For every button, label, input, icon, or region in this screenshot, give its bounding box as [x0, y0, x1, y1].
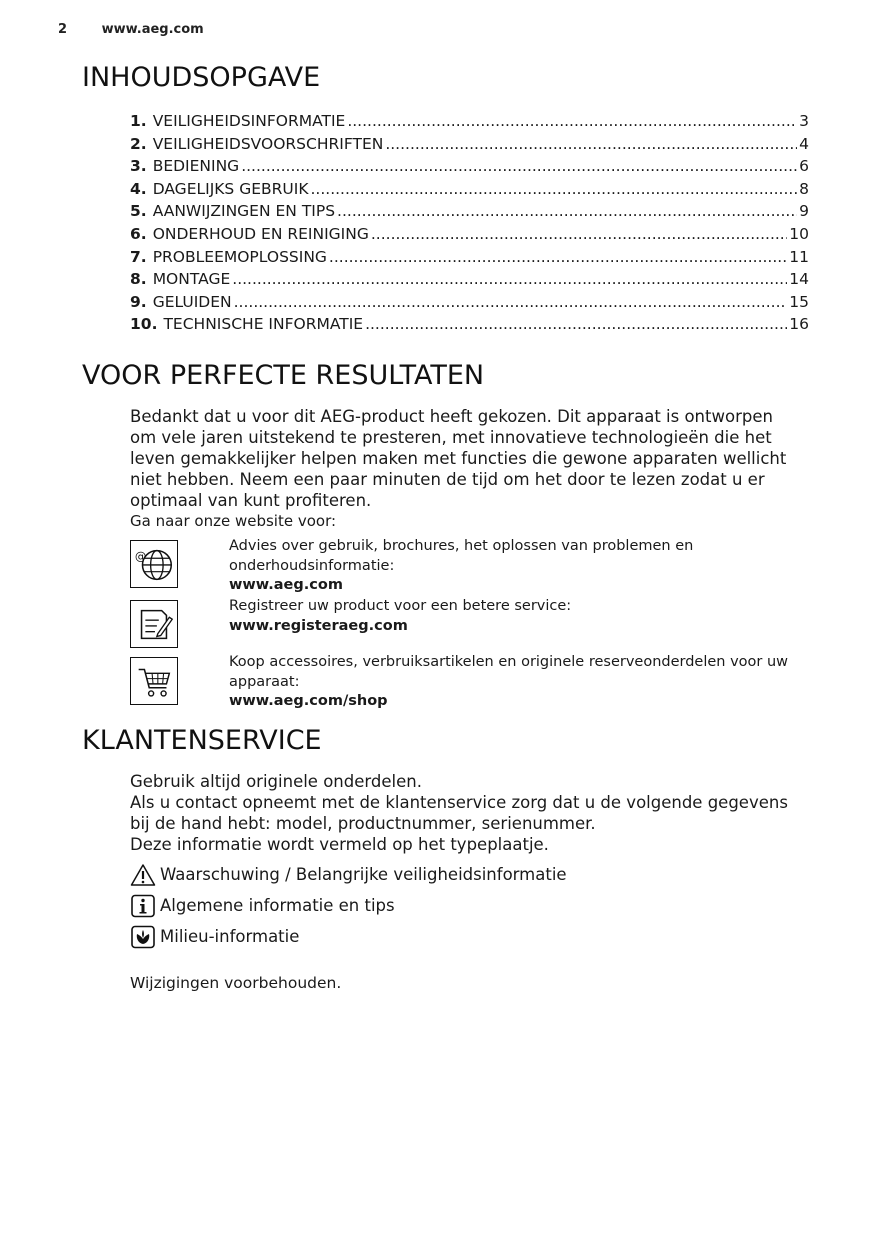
- legend-item: [130, 921, 567, 952]
- warning-triangle-icon: [130, 863, 156, 887]
- footer-note: Wijzigingen voorbehouden.: [130, 974, 342, 992]
- toc-item[interactable]: 8. MONTAGE ..... 14: [130, 268, 809, 291]
- page-header: [58, 22, 204, 37]
- toc-item[interactable]: 9. GELUIDEN ..... 15: [130, 291, 809, 314]
- intro-line: optimaal van kunt profiteren.: [130, 491, 372, 510]
- header-url[interactable]: www.aeg.com: [101, 22, 204, 37]
- service-text: [130, 771, 820, 855]
- website-intro: Ga naar onze website voor:: [130, 512, 337, 530]
- link-description: Advies over gebruik, brochures, het oplossen van problemen en onderhoudsinformatie: www.aeg.com: [229, 537, 809, 596]
- legend-label: Milieu-informatie: [160, 926, 300, 946]
- results-heading: VOOR PERFECTE RESULTATEN: [82, 360, 485, 391]
- link-registeraeg[interactable]: www.registeraeg.com: [229, 617, 408, 634]
- service-line: Deze informatie wordt vermeld op het typeplaatje.: [130, 835, 549, 854]
- legend-item: [130, 890, 567, 921]
- table-of-contents: [130, 110, 809, 336]
- link-description: Registreer uw product voor een betere service: www.registeraeg.com: [229, 597, 809, 636]
- link-aeg-shop[interactable]: www.aeg.com/shop: [229, 693, 388, 709]
- toc-item[interactable]: 5. AANWIJZINGEN EN TIPS ..... 9: [130, 200, 809, 223]
- intro-line: niet hebben. Neem een paar minuten de tijd om het door te lezen zodat u er: [130, 470, 765, 489]
- results-intro: [130, 406, 820, 532]
- link-aeg[interactable]: www.aeg.com: [229, 577, 343, 593]
- legend-item: [130, 859, 567, 890]
- link-description: Koop accessoires, verbruiksartikelen en originele reserveonderdelen voor uw apparaat: www.aeg.com/shop: [229, 653, 809, 712]
- legend-label: Algemene informatie en tips: [160, 895, 395, 915]
- symbol-legend: [130, 859, 567, 952]
- toc-heading: INHOUDSOPGAVE: [82, 62, 321, 93]
- toc-item[interactable]: 7. PROBLEEMOPLOSSING ..... 11: [130, 246, 809, 269]
- intro-line: leven gemakkelijker helpen maken met functies die gewone apparaten wellicht: [130, 449, 787, 468]
- environment-leaf-icon: [130, 925, 156, 949]
- toc-item[interactable]: 6. ONDERHOUD EN REINIGING ..... 10: [130, 223, 809, 246]
- notepad-pen-icon: [130, 600, 178, 648]
- service-heading: KLANTENSERVICE: [82, 725, 322, 756]
- intro-line: Bedankt dat u voor dit AEG-product heeft gekozen. Dit apparaat is ontworpen: [130, 407, 773, 426]
- svg-text:@: @: [134, 549, 147, 564]
- toc-item[interactable]: 4. DAGELIJKS GEBRUIK ..... 8: [130, 178, 809, 201]
- service-line: Gebruik altijd originele onderdelen.: [130, 772, 422, 791]
- shopping-cart-icon: [130, 657, 178, 705]
- toc-item[interactable]: 10. TECHNISCHE INFORMATIE ..... 16: [130, 313, 809, 336]
- toc-item[interactable]: 2. VEILIGHEIDSVOORSCHRIFTEN ..... 4: [130, 133, 809, 156]
- intro-line: om vele jaren uitstekend te presteren, met innovatieve technologieën die het: [130, 428, 772, 447]
- globe-at-icon: [130, 540, 178, 588]
- legend-label: Waarschuwing / Belangrijke veiligheidsinformatie: [160, 864, 567, 884]
- info-icon: [130, 894, 156, 918]
- service-line: Als u contact opneemt met de klantenservice zorg dat u de volgende gegevens: [130, 793, 788, 812]
- service-line: bij de hand hebt: model, productnummer, serienummer.: [130, 814, 596, 833]
- toc-item[interactable]: 3. BEDIENING ..... 6: [130, 155, 809, 178]
- toc-item[interactable]: 1. VEILIGHEIDSINFORMATIE ..... 3: [130, 110, 809, 133]
- page-number: 2: [58, 22, 68, 37]
